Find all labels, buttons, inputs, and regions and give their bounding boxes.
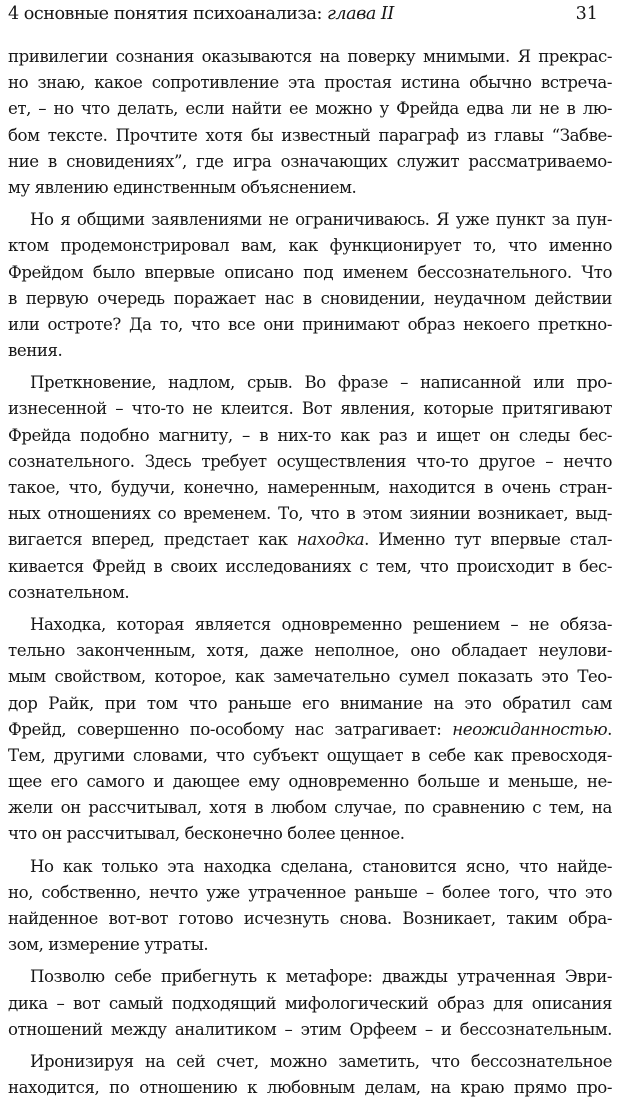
text-line: или остроте? Да то, что все они принимают образ некоего преткно- <box>8 314 612 334</box>
page-number: 31 <box>575 4 598 24</box>
text-line: ктом продемонстрировал вам, как функционирует то, что именно <box>8 236 612 256</box>
text-line: изнесенной – что-то не клеится. Вот явления, которые притягивают <box>8 399 612 419</box>
text-line: Но как только эта находка сделана, становится ясно, что найде- <box>30 856 612 876</box>
text-line <box>8 717 612 743</box>
text-line: сознательного. Здесь требует осуществления что-то другое – нечто <box>8 451 612 471</box>
text-line: ет, – но что делать, если найти ее можно у Фрейда едва ли не в лю- <box>8 99 612 119</box>
text-line: щее его самого и дающее ему одновременно больше и меньше, не- <box>8 772 612 792</box>
text-line: Находка, которая является одновременно решением – не обяза- <box>30 614 612 634</box>
text-line: Иронизируя на сей счет, можно заметить, что бессознательное <box>30 1051 612 1071</box>
text-line: ных отношениях со временем. То, что в этом зиянии возникает, выд- <box>8 504 612 524</box>
text-line: в первую очередь поражает нас в сновидении, неудачном действии <box>8 288 612 308</box>
paragraph-4 <box>8 612 612 848</box>
paragraph-6 <box>8 964 612 1043</box>
text-line: Преткновение, надлом, срыв. Во фразе – написанной или про- <box>30 373 612 393</box>
text-line: находится, по отношению к любовным делам, на краю прямо про- <box>8 1078 612 1098</box>
paragraph-3 <box>8 370 612 606</box>
text-line: кивается Фрейд в своих исследованиях с тем, что происходит в бес- <box>8 556 612 576</box>
text-line: тельно законченным, хотя, даже неполное, оно обладает неулови- <box>8 641 612 661</box>
paragraph-7 <box>8 1049 612 1101</box>
emphasized-word: находка <box>296 530 365 550</box>
running-head <box>8 4 610 34</box>
text-line: сознательном. <box>8 582 130 602</box>
text-line <box>8 527 612 553</box>
text-line: Тем, другими словами, что субъект ощущает в себе как превосходя- <box>8 745 612 765</box>
text-line: дор Райк, при том что раньше его внимание на это обратил сам <box>8 693 612 713</box>
text-line: зом, измерение утраты. <box>8 935 209 955</box>
text-segment: вигается вперед, предстает как <box>8 530 297 550</box>
text-line: мым свойством, которое, как замечательно сумел показать это Тео- <box>8 667 612 687</box>
text-line: найденное вот-вот готово исчезнуть снова. Возникает, таким обра- <box>8 909 612 928</box>
text-segment: . Именно тут впервые стал- <box>364 530 612 550</box>
text-line: Фрейдом было впервые описано под именем бессознательного. Что <box>8 262 612 282</box>
text-line: му явлению единственным объяснением. <box>8 177 357 197</box>
text-line: но, собственно, нечто уже утраченное раньше – более того, что это <box>8 882 612 902</box>
text-line: Фрейда подобно магниту, – в них-то как раз и ищет он следы бес- <box>8 425 612 445</box>
text-line: Но я общими заявлениями не ограничиваюсь. Я уже пункт за пун- <box>30 210 612 230</box>
text-line: привилегии сознания оказываются на поверку мнимыми. Я прекрас- <box>8 47 612 66</box>
paragraph-1 <box>8 44 612 201</box>
text-line: но знаю, какое сопротивление эта простая истина обычно встреча- <box>8 73 612 93</box>
text-line: Позволю себе прибегнуть к метафоре: дважды утраченная Эври- <box>30 967 612 987</box>
text-line: вения. <box>8 341 63 361</box>
text-line: бом тексте. Прочтите хотя бы известный параграф из главы “Забве- <box>8 125 612 145</box>
paragraph-5 <box>8 854 612 959</box>
text-segment: Фрейд, совершенно по-особому нас затрагивает: <box>8 719 453 739</box>
page-body <box>8 44 612 1101</box>
text-line: ние в сновидениях”, где игра означающих служит рассматриваемо- <box>8 151 612 171</box>
paragraph-2 <box>8 207 612 364</box>
text-line: что он рассчитывал, бесконечно более ценное. <box>8 824 405 844</box>
text-line: жели он рассчитывал, хотя в любом случае, по сравнению с тем, на <box>8 798 612 818</box>
text-line: такое, что, будучи, конечно, намеренным, находится в очень стран- <box>8 478 612 497</box>
running-title-chapter: глава II <box>327 4 394 24</box>
text-line: дика – вот самый подходящий мифологический образ для описания <box>8 993 612 1013</box>
emphasized-word: неожиданностью <box>452 719 608 739</box>
text-segment: . <box>607 719 612 739</box>
text-line: отношений между аналитиком – этим Орфеем – и бессознательным. <box>8 1019 612 1039</box>
running-title <box>8 4 394 24</box>
running-title-prefix: 4 основные понятия психоанализа: <box>8 4 328 24</box>
